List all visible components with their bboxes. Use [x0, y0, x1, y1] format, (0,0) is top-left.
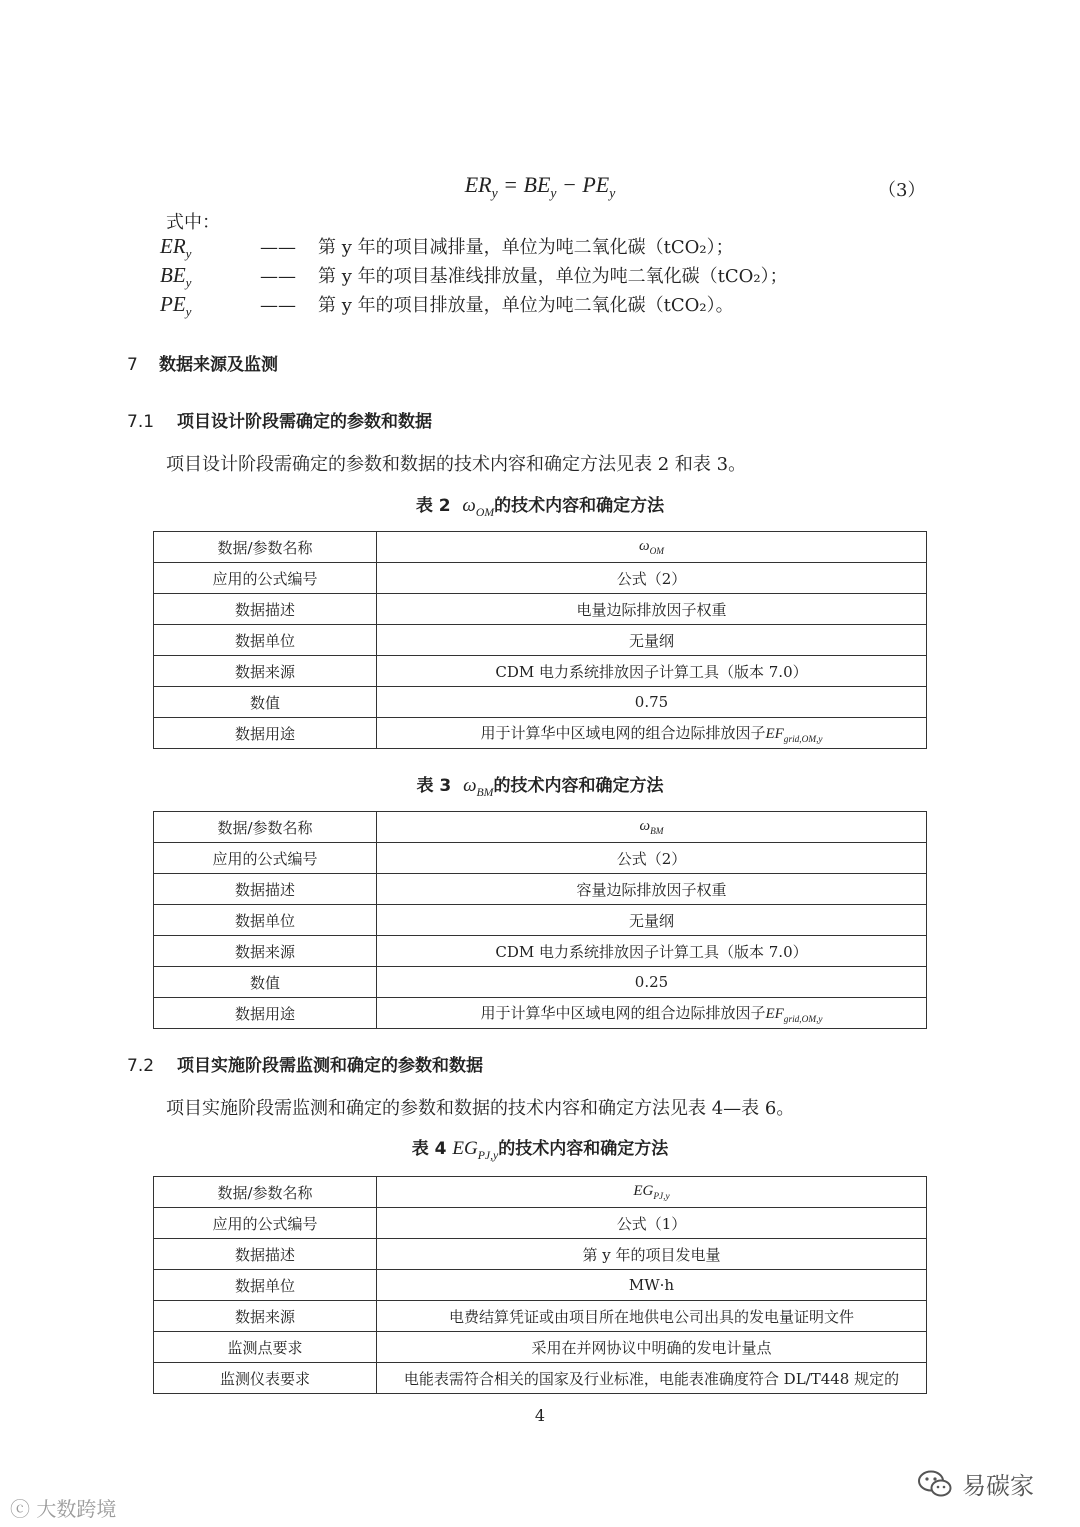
table-row: 数据/参数名称 $EG_{PJ,y}$	[154, 1177, 927, 1208]
table-row: 应用的公式编号 公式（1）	[154, 1208, 927, 1239]
table-row: 数据描述 容量边际排放因子权重	[154, 874, 927, 905]
variable-desc: 第 y 年的项目排放量，单位为吨二氧化碳（tCO₂）。	[318, 295, 734, 316]
logo-icon: ⓒ	[10, 1497, 30, 1521]
table-row: 数据用途 用于计算华中区域电网的组合边际排放因子$EF_{grid,OM,y}$	[154, 718, 927, 749]
variable-row: $PE_y$ —— 第 y 年的项目排放量，单位为吨二氧化碳（tCO₂）。	[160, 290, 734, 318]
table-row: 数据来源 CDM 电力系统排放因子计算工具（版本 7.0）	[154, 936, 927, 967]
table-row: 数据描述 第 y 年的项目发电量	[154, 1239, 927, 1270]
variable-symbol: $PE_y$	[160, 292, 192, 320]
table-row: 数值 0.75	[154, 687, 927, 718]
table-row: 监测点要求 采用在并网协议中明确的发电计量点	[154, 1332, 927, 1363]
variable-row: $BE_y$ —— 第 y 年的项目基准线排放量，单位为吨二氧化碳（tCO₂）；	[160, 261, 788, 289]
table-row: 监测仪表要求 电能表需符合相关的国家及行业标准，电能表准确度符合 DL/T448 规定的	[154, 1363, 927, 1394]
table-row: 数据单位 无量纲	[154, 905, 927, 936]
equation-number: （3）	[878, 180, 926, 201]
table-row: 数据来源 CDM 电力系统排放因子计算工具（版本 7.0）	[154, 656, 927, 687]
wechat-icon	[918, 1470, 952, 1498]
table-row: 数据来源 电费结算凭证或由项目所在地供电公司出具的发电量证明文件	[154, 1301, 927, 1332]
variable-desc: 第 y 年的项目减排量，单位为吨二氧化碳（tCO₂）；	[318, 237, 734, 258]
variable-symbol: $ER_y$	[160, 234, 192, 262]
table-row: 数据用途 用于计算华中区域电网的组合边际排放因子$EF_{grid,OM,y}$	[154, 998, 927, 1029]
table-row: 数值 0.25	[154, 967, 927, 998]
equation: $ER_y = BE_y - PE_y$	[464, 172, 616, 201]
paragraph: 项目实施阶段需监测和确定的参数和数据的技术内容和确定方法见表 4—表 6。	[166, 1098, 795, 1119]
table-caption: 表 4 $EG_{PJ,y}$的技术内容和确定方法	[411, 1138, 669, 1162]
section-heading: 7.1 项目设计阶段需确定的参数和数据	[127, 412, 432, 432]
table-row: 应用的公式编号 公式（2）	[154, 843, 927, 874]
section-heading: 7.2 项目实施阶段需监测和确定的参数和数据	[127, 1056, 483, 1076]
paragraph: 项目设计阶段需确定的参数和数据的技术内容和确定方法见表 2 和表 3。	[166, 454, 747, 475]
watermark-right: 易碳家	[918, 1466, 1034, 1501]
table-caption: 表 3 $\omega_{BM}$的技术内容和确定方法	[416, 775, 664, 799]
where-label: 式中：	[166, 212, 220, 233]
table-row: 数据单位 MW·h	[154, 1270, 927, 1301]
section-heading: 7 数据来源及监测	[127, 355, 278, 375]
watermark-left: ⓒ 大数跨境	[10, 1497, 117, 1521]
table-caption: 表 2 $\omega_{OM}$的技术内容和确定方法	[415, 495, 665, 519]
data-table	[153, 1176, 927, 1394]
data-table	[153, 531, 927, 749]
table-row: 数据单位 无量纲	[154, 625, 927, 656]
variable-row: $ER_y$ —— 第 y 年的项目减排量，单位为吨二氧化碳（tCO₂）；	[160, 232, 734, 260]
table-row: 数据/参数名称 $\omega_{OM}$	[154, 532, 927, 563]
page-number: 4	[534, 1406, 546, 1425]
variable-symbol: $BE_y$	[160, 263, 192, 291]
table-row: 应用的公式编号 公式（2）	[154, 563, 927, 594]
table-row: 数据/参数名称 $\omega_{BM}$	[154, 812, 927, 843]
table-row: 数据描述 电量边际排放因子权重	[154, 594, 927, 625]
variable-desc: 第 y 年的项目基准线排放量，单位为吨二氧化碳（tCO₂）；	[318, 266, 788, 287]
data-table	[153, 811, 927, 1029]
